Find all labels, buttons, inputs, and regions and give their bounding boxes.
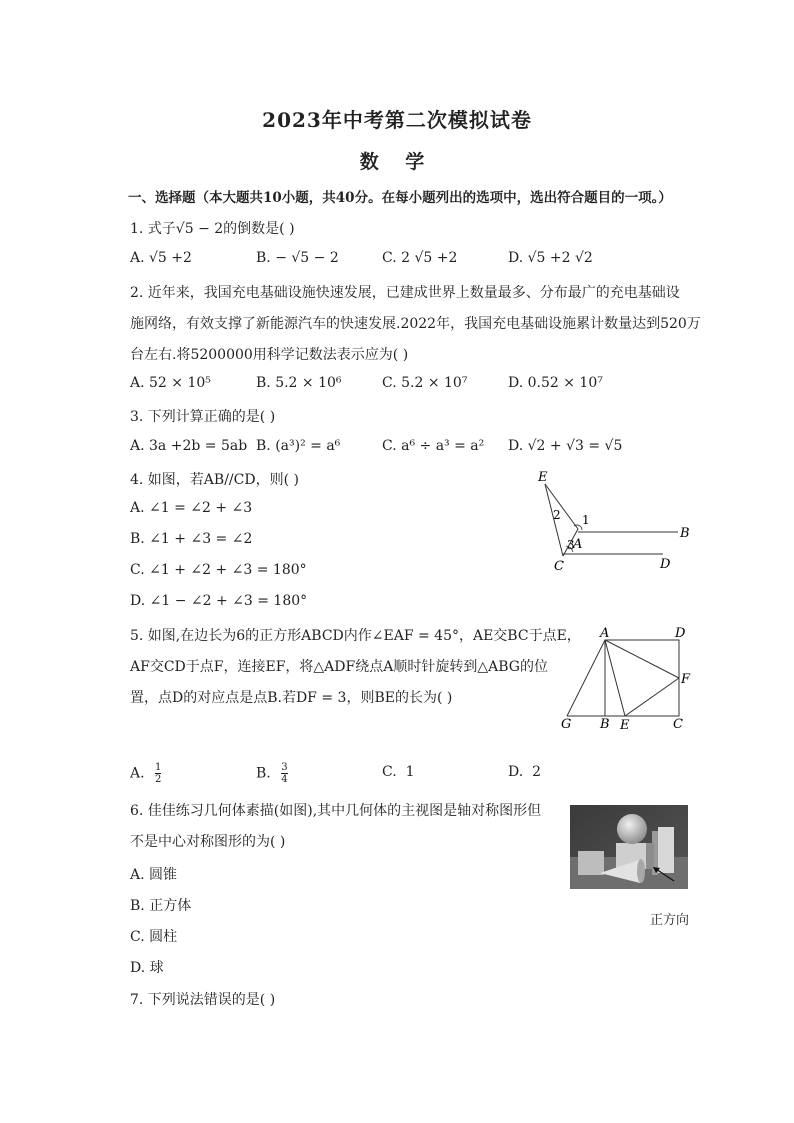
point-label-a: A [573,537,583,552]
question-3-option-a: A. 3a +2b = 5ab [130,438,248,454]
option-letter: A. [130,765,145,782]
question-3-option-d: D. √2 + √3 = √5 [508,438,623,454]
point-label-c: C [554,559,564,574]
question-3-option-b: B. (a³)² = a⁶ [256,438,341,454]
point-label-b: B [600,717,610,732]
angle-label-3: 3 [567,538,575,552]
geometry-sketch-photo [570,805,690,891]
question-5-line-2: AF交CD于点F，连接EF，将△ADF绕点A顺时针旋转到△ABG的位 [130,659,548,675]
question-5-option-c [382,764,415,780]
question-5-option-d [508,764,541,780]
question-5-option-b [256,762,288,785]
question-2-option-a: A. 52 × 10⁵ [130,375,211,391]
question-6-line-2: 不是中心对称图形的为( ) [130,834,286,850]
question-4-option-b: B. ∠1 + ∠3 = ∠2 [130,531,253,547]
fraction-numerator: 1 [155,762,162,773]
option-value: 2 [532,764,542,780]
point-label-e: E [620,718,630,733]
question-5-figure [555,622,705,734]
page-title: 2023年中考第二次模拟试卷 [262,108,532,132]
question-7-stem: 7. 下列说法错误的是( ) [130,992,276,1008]
question-6-line-1: 6. 佳佳练习几何体素描(如图),其中几何体的主视图是轴对称图形但 [130,803,542,819]
question-2-option-b: B. 5.2 × 10⁶ [256,375,342,391]
point-label-a: A [600,626,610,641]
question-2-option-d: D. 0.52 × 10⁷ [508,375,603,391]
subject-title: 数 学 [359,151,435,173]
question-1-stem: 1. 式子√5 − 2的倒数是( ) [130,221,295,237]
option-value: 1 [405,764,415,780]
question-1-option-b: B. − √5 − 2 [256,250,339,266]
fraction-numerator: 3 [281,762,288,773]
angle-label-1: 1 [582,513,590,527]
angle-label-2: 2 [553,508,561,522]
question-3-stem: 3. 下列计算正确的是( ) [130,409,276,425]
question-2-line-1: 2. 近年来，我国充电基础设施快速发展，已建成世界上数量最多、分布最广的充电基础设 [130,285,680,301]
option-letter: D. [508,764,524,780]
direction-caption: 正方向 [650,913,690,928]
question-1-option-d: D. √5 +2 √2 [508,250,593,266]
question-2-option-c: C. 5.2 × 10⁷ [382,375,468,391]
question-2-line-3: 台左右.将5200000用科学记数法表示应为( ) [130,347,409,363]
point-label-e: E [538,470,548,485]
question-4-option-c: C. ∠1 + ∠2 + ∠3 = 180° [130,562,307,578]
question-4-option-d: D. ∠1 − ∠2 + ∠3 = 180° [130,593,308,609]
question-1-option-a: A. √5 +2 [130,250,192,266]
question-6-option-a: A. 圆锥 [130,867,178,883]
point-label-g: G [561,717,572,732]
point-label-f: F [681,672,691,687]
fraction-denominator: 4 [281,774,288,785]
question-5-line-3: 置，点D的对应点是点B.若DF = 3，则BE的长为( ) [130,690,453,706]
option-letter: B. [256,765,271,782]
question-6-option-c: C. 圆柱 [130,929,178,945]
question-3-option-c: C. a⁶ ÷ a³ = a² [382,438,485,454]
fraction-denominator: 2 [155,774,162,785]
point-label-d: D [675,626,686,641]
question-5-line-1: 5. 如图,在边长为6的正方形ABCD内作∠EAF = 45°，AE交BC于点E， [130,628,581,644]
question-5-option-a [130,762,161,785]
point-label-d: D [660,557,671,572]
question-4-stem: 4. 如图，若AB//CD，则( ) [130,472,299,488]
question-2-line-2: 施网络，有效支撑了新能源汽车的快速发展.2022年，我国充电基础设施累计数量达到520万 [130,316,701,332]
question-6-option-b: B. 正方体 [130,898,192,914]
question-4-figure [530,466,700,576]
question-1-option-c: C. 2 √5 +2 [382,250,458,266]
point-label-c: C [673,717,683,732]
question-6-option-d: D. 球 [130,960,164,976]
question-4-option-a: A. ∠1 = ∠2 + ∠3 [130,500,253,516]
option-letter: C. [382,764,397,780]
point-label-b: B [680,526,690,541]
section-heading: 一、选择题（本大题共10小题，共40分。在每小题列出的选项中，选出符合题目的一项。） [128,190,672,206]
